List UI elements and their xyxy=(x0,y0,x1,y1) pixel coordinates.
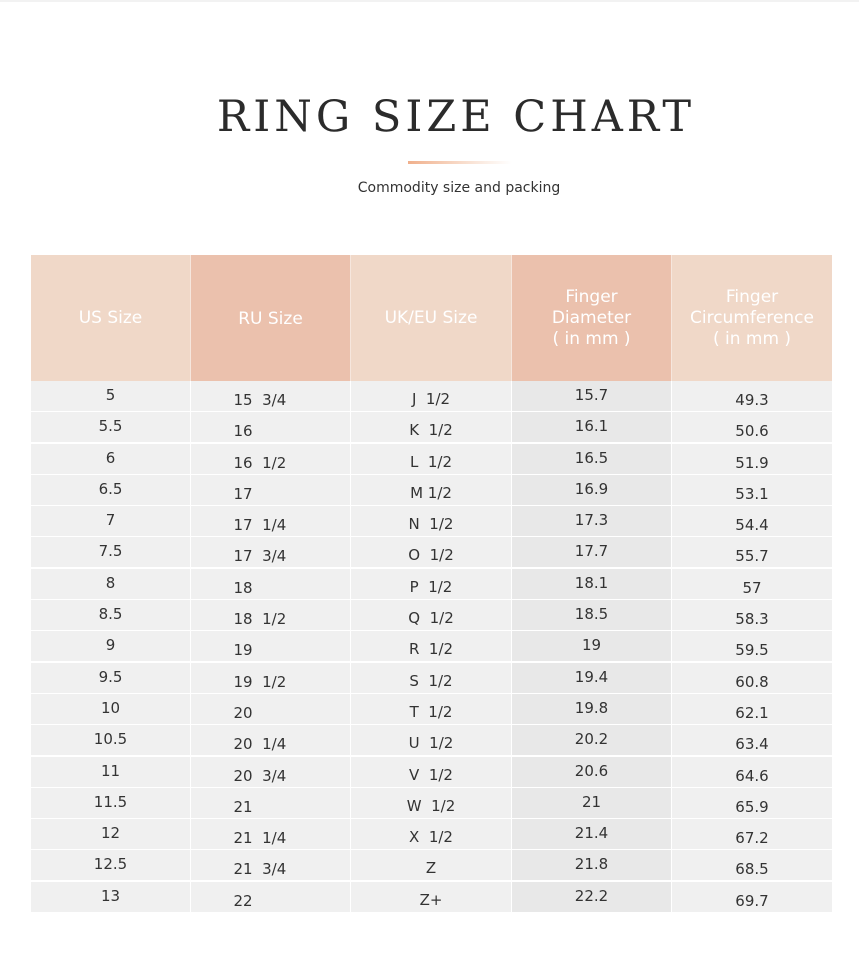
ru-size-cell-value: 17 3/4 xyxy=(233,547,287,566)
page-title: RING SIZE CHART xyxy=(216,92,696,142)
us-size-cell xyxy=(31,475,191,505)
table-header-row xyxy=(31,255,832,381)
uk-eu-size-cell-value: Q 1/2 xyxy=(408,609,454,628)
column-header-us-size xyxy=(31,255,191,381)
uk-eu-size-cell xyxy=(351,537,512,567)
us-size-cell xyxy=(31,631,191,661)
ru-size-cell xyxy=(191,850,351,880)
ru-size-cell-value: 20 1/4 xyxy=(233,735,287,754)
finger-diameter-cell-value: 22.2 xyxy=(574,886,609,905)
ru-size-cell-value: 21 3/4 xyxy=(233,860,287,879)
table-row xyxy=(31,663,832,693)
table-row xyxy=(31,475,832,505)
ru-size-cell-value: 20 3/4 xyxy=(233,766,287,785)
column-header-finger-diameter xyxy=(512,255,672,381)
column-header-line: UK/EU Size xyxy=(384,307,478,328)
finger-diameter-cell xyxy=(512,381,672,411)
uk-eu-size-cell xyxy=(351,850,512,880)
column-header-line: US Size xyxy=(78,307,143,328)
finger-diameter-cell xyxy=(512,850,672,880)
table-row xyxy=(31,412,832,442)
us-size-cell xyxy=(31,537,191,567)
us-size-cell xyxy=(31,882,191,912)
finger-circumference-cell-value: 59.5 xyxy=(735,641,769,660)
finger-circumference-cell-value: 57 xyxy=(742,578,762,597)
table-row xyxy=(31,757,832,787)
uk-eu-size-cell-value: W 1/2 xyxy=(406,796,456,815)
us-size-cell xyxy=(31,381,191,411)
column-header-line: RU Size xyxy=(238,308,303,329)
us-size-cell-value: 10.5 xyxy=(93,730,128,749)
us-size-cell xyxy=(31,412,191,442)
finger-diameter-cell xyxy=(512,819,672,849)
us-size-cell xyxy=(31,757,191,787)
finger-diameter-cell xyxy=(512,788,672,818)
ru-size-cell-value: 19 1/2 xyxy=(233,672,287,691)
finger-diameter-cell-value: 15.7 xyxy=(574,386,609,404)
finger-circumference-cell xyxy=(672,600,832,630)
ru-size-cell xyxy=(191,569,351,599)
ru-size-cell-value: 15 3/4 xyxy=(233,391,287,409)
column-header-finger-circumference xyxy=(672,255,832,381)
uk-eu-size-cell-value: U 1/2 xyxy=(408,734,454,753)
finger-diameter-cell-value: 20.2 xyxy=(574,730,609,749)
finger-circumference-cell xyxy=(672,537,832,567)
table-row xyxy=(31,819,832,849)
uk-eu-size-cell-value: J 1/2 xyxy=(411,390,451,408)
finger-circumference-cell-value: 53.1 xyxy=(735,484,769,503)
finger-circumference-cell xyxy=(672,788,832,818)
column-header-line: Circumference xyxy=(690,307,814,328)
uk-eu-size-cell-value: O 1/2 xyxy=(408,546,454,565)
ru-size-cell-value: 18 1/2 xyxy=(233,610,287,629)
finger-circumference-cell xyxy=(672,569,832,599)
finger-circumference-cell xyxy=(672,663,832,693)
finger-diameter-cell xyxy=(512,663,672,693)
us-size-cell-value: 8 xyxy=(105,573,116,592)
finger-diameter-cell-value: 21 xyxy=(581,792,602,811)
uk-eu-size-cell-value: N 1/2 xyxy=(408,515,454,534)
ru-size-cell-value: 16 1/2 xyxy=(233,453,287,472)
column-header-line: ( in mm ) xyxy=(552,328,631,349)
finger-diameter-cell xyxy=(512,757,672,787)
column-header-uk-eu-size xyxy=(351,255,512,381)
us-size-cell-value: 6 xyxy=(105,448,116,467)
us-size-cell-value: 7.5 xyxy=(98,542,123,561)
finger-circumference-cell-value: 68.5 xyxy=(735,860,769,879)
ru-size-cell-value: 21 1/4 xyxy=(233,829,287,848)
us-size-cell xyxy=(31,506,191,536)
us-size-cell xyxy=(31,725,191,755)
ru-size-cell xyxy=(191,537,351,567)
finger-circumference-cell xyxy=(672,381,832,411)
table-row xyxy=(31,882,832,912)
uk-eu-size-cell xyxy=(351,475,512,505)
ru-size-cell xyxy=(191,506,351,536)
column-header-line: Finger xyxy=(725,286,779,307)
finger-diameter-cell-value: 18.1 xyxy=(574,573,609,592)
us-size-cell-value: 8.5 xyxy=(98,605,123,624)
finger-diameter-cell xyxy=(512,444,672,474)
us-size-cell xyxy=(31,663,191,693)
finger-diameter-cell-value: 17.3 xyxy=(574,511,609,530)
finger-circumference-cell-value: 69.7 xyxy=(735,891,769,910)
uk-eu-size-cell-value: P 1/2 xyxy=(409,577,453,596)
us-size-cell xyxy=(31,850,191,880)
finger-diameter-cell-value: 17.7 xyxy=(574,542,609,561)
uk-eu-size-cell-value: R 1/2 xyxy=(408,640,454,659)
finger-circumference-cell xyxy=(672,694,832,724)
ru-size-cell xyxy=(191,631,351,661)
uk-eu-size-cell xyxy=(351,631,512,661)
finger-circumference-cell xyxy=(672,506,832,536)
ru-size-cell xyxy=(191,882,351,912)
finger-circumference-cell xyxy=(672,412,832,442)
finger-diameter-cell xyxy=(512,600,672,630)
uk-eu-size-cell-value: Z+ xyxy=(419,890,443,909)
table-row xyxy=(31,788,832,818)
ru-size-cell-value: 16 xyxy=(233,422,253,441)
finger-circumference-cell xyxy=(672,444,832,474)
finger-circumference-cell-value: 55.7 xyxy=(735,547,769,566)
finger-diameter-cell xyxy=(512,537,672,567)
uk-eu-size-cell xyxy=(351,569,512,599)
us-size-cell-value: 10 xyxy=(100,698,121,717)
ru-size-cell xyxy=(191,444,351,474)
ru-size-cell xyxy=(191,600,351,630)
finger-diameter-cell-value: 16.1 xyxy=(574,417,609,436)
uk-eu-size-cell xyxy=(351,506,512,536)
finger-circumference-cell xyxy=(672,850,832,880)
finger-diameter-cell-value: 18.5 xyxy=(574,605,609,624)
ru-size-cell xyxy=(191,788,351,818)
uk-eu-size-cell-value: L 1/2 xyxy=(409,452,453,471)
uk-eu-size-cell xyxy=(351,788,512,818)
finger-circumference-cell xyxy=(672,757,832,787)
table-row xyxy=(31,444,832,474)
us-size-cell-value: 12.5 xyxy=(93,855,128,874)
uk-eu-size-cell xyxy=(351,694,512,724)
uk-eu-size-cell xyxy=(351,819,512,849)
uk-eu-size-cell xyxy=(351,663,512,693)
us-size-cell-value: 5 xyxy=(105,386,116,404)
ru-size-cell-value: 21 xyxy=(233,797,253,816)
table-row xyxy=(31,850,832,880)
uk-eu-size-cell-value: X 1/2 xyxy=(409,828,453,847)
ru-size-cell xyxy=(191,663,351,693)
us-size-cell-value: 11.5 xyxy=(93,792,128,811)
finger-circumference-cell-value: 64.6 xyxy=(735,766,769,785)
finger-circumference-cell-value: 49.3 xyxy=(735,391,769,409)
finger-diameter-cell xyxy=(512,694,672,724)
finger-circumference-cell xyxy=(672,819,832,849)
us-size-cell-value: 9 xyxy=(105,636,116,655)
ru-size-cell-value: 20 xyxy=(233,703,253,722)
us-size-cell-value: 5.5 xyxy=(98,417,123,436)
ru-size-cell-value: 18 xyxy=(233,578,253,597)
ru-size-cell xyxy=(191,819,351,849)
uk-eu-size-cell xyxy=(351,444,512,474)
finger-diameter-cell-value: 16.5 xyxy=(574,448,609,467)
finger-circumference-cell-value: 62.1 xyxy=(735,703,769,722)
finger-circumference-cell xyxy=(672,475,832,505)
us-size-cell-value: 11 xyxy=(100,761,121,780)
finger-diameter-cell xyxy=(512,631,672,661)
us-size-cell-value: 12 xyxy=(100,824,121,843)
ru-size-cell xyxy=(191,475,351,505)
uk-eu-size-cell xyxy=(351,381,512,411)
column-header-line: ( in mm ) xyxy=(712,328,792,349)
finger-circumference-cell-value: 63.4 xyxy=(735,735,769,754)
us-size-cell xyxy=(31,600,191,630)
finger-diameter-cell xyxy=(512,412,672,442)
column-header-line: Diameter xyxy=(551,307,632,328)
finger-circumference-cell xyxy=(672,631,832,661)
column-header-line: Finger xyxy=(565,286,618,307)
finger-circumference-cell-value: 50.6 xyxy=(735,422,769,441)
ru-size-cell-value: 19 xyxy=(233,641,253,660)
finger-diameter-cell xyxy=(512,506,672,536)
table-row xyxy=(31,569,832,599)
finger-diameter-cell-value: 21.8 xyxy=(574,855,609,874)
ring-size-table xyxy=(31,255,832,912)
page-subtitle: Commodity size and packing xyxy=(357,180,561,196)
uk-eu-size-cell-value: Z xyxy=(425,859,437,878)
ru-size-cell xyxy=(191,757,351,787)
uk-eu-size-cell-value: K 1/2 xyxy=(409,421,453,440)
finger-circumference-cell-value: 67.2 xyxy=(735,829,769,848)
table-row xyxy=(31,631,832,661)
uk-eu-size-cell xyxy=(351,757,512,787)
uk-eu-size-cell xyxy=(351,882,512,912)
ru-size-cell xyxy=(191,725,351,755)
column-header-ru-size xyxy=(191,255,351,381)
finger-diameter-cell-value: 16.9 xyxy=(574,479,609,498)
us-size-cell xyxy=(31,444,191,474)
us-size-cell-value: 13 xyxy=(100,886,121,905)
uk-eu-size-cell-value: V 1/2 xyxy=(409,765,453,784)
finger-diameter-cell-value: 21.4 xyxy=(574,824,609,843)
table-row xyxy=(31,694,832,724)
finger-diameter-cell-value: 19.4 xyxy=(574,667,609,686)
table-row xyxy=(31,506,832,536)
uk-eu-size-cell-value: T 1/2 xyxy=(409,702,453,721)
uk-eu-size-cell xyxy=(351,725,512,755)
uk-eu-size-cell xyxy=(351,600,512,630)
finger-diameter-cell xyxy=(512,882,672,912)
table-row xyxy=(31,381,832,411)
finger-diameter-cell-value: 19 xyxy=(581,636,602,655)
us-size-cell-value: 7 xyxy=(105,511,116,530)
table-body xyxy=(31,381,832,912)
ru-size-cell xyxy=(191,412,351,442)
ru-size-cell xyxy=(191,694,351,724)
ru-size-cell-value: 17 1/4 xyxy=(233,516,287,535)
us-size-cell-value: 9.5 xyxy=(98,667,123,686)
finger-diameter-cell xyxy=(512,725,672,755)
uk-eu-size-cell-value: S 1/2 xyxy=(409,671,453,690)
finger-diameter-cell-value: 20.6 xyxy=(574,761,609,780)
finger-circumference-cell-value: 58.3 xyxy=(735,610,769,629)
finger-circumference-cell xyxy=(672,882,832,912)
uk-eu-size-cell-value: M 1/2 xyxy=(410,483,452,502)
table-row xyxy=(31,600,832,630)
table-row xyxy=(31,537,832,567)
us-size-cell-value: 6.5 xyxy=(98,479,123,498)
finger-circumference-cell-value: 65.9 xyxy=(735,797,769,816)
finger-diameter-cell xyxy=(512,475,672,505)
finger-circumference-cell-value: 60.8 xyxy=(735,672,769,691)
finger-circumference-cell-value: 51.9 xyxy=(735,453,769,472)
finger-diameter-cell-value: 19.8 xyxy=(574,698,609,717)
table-row xyxy=(31,725,832,755)
us-size-cell xyxy=(31,819,191,849)
finger-circumference-cell-value: 54.4 xyxy=(735,516,769,535)
us-size-cell xyxy=(31,788,191,818)
ru-size-cell-value: 22 xyxy=(233,891,253,910)
uk-eu-size-cell xyxy=(351,412,512,442)
ru-size-cell xyxy=(191,381,351,411)
title-underline xyxy=(408,161,512,164)
ru-size-cell-value: 17 xyxy=(233,484,253,503)
us-size-cell xyxy=(31,694,191,724)
top-border xyxy=(0,0,859,2)
finger-diameter-cell xyxy=(512,569,672,599)
finger-circumference-cell xyxy=(672,725,832,755)
us-size-cell xyxy=(31,569,191,599)
